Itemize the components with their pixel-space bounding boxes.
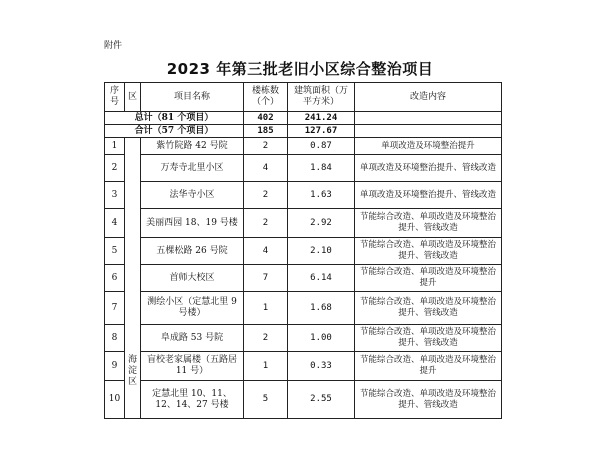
row-seq: 1 bbox=[105, 138, 125, 155]
row-name: 法华寺小区 bbox=[141, 182, 244, 209]
row-content: 节能综合改造、单项改造及环境整治提升、管线改造 bbox=[355, 381, 502, 419]
header-area: 建筑面积（万平方米） bbox=[288, 83, 355, 112]
header-row bbox=[105, 83, 502, 112]
row-seq: 3 bbox=[105, 182, 125, 209]
header-seq: 序号 bbox=[105, 83, 125, 112]
table-row bbox=[105, 182, 502, 209]
total-row bbox=[105, 112, 502, 125]
subtotal-row bbox=[105, 125, 502, 138]
row-seq: 7 bbox=[105, 292, 125, 325]
header-district: 区 bbox=[125, 83, 141, 112]
row-area: 0.87 bbox=[288, 138, 355, 155]
row-name: 首师大校区 bbox=[141, 265, 244, 292]
subtotal-buildings: 185 bbox=[244, 125, 288, 138]
row-seq: 9 bbox=[105, 352, 125, 381]
header-content: 改造内容 bbox=[355, 83, 502, 112]
row-buildings: 2 bbox=[244, 138, 288, 155]
row-content: 单项改造及环境整治提升 bbox=[355, 138, 502, 155]
table-row bbox=[105, 209, 502, 238]
total-label: 总计（81 个项目） bbox=[105, 112, 244, 125]
table-row bbox=[105, 155, 502, 182]
row-name: 定慧北里 10、11、12、14、27 号楼 bbox=[141, 381, 244, 419]
table-row bbox=[105, 265, 502, 292]
row-seq: 6 bbox=[105, 265, 125, 292]
row-area: 1.84 bbox=[288, 155, 355, 182]
row-buildings: 4 bbox=[244, 155, 288, 182]
table-row bbox=[105, 238, 502, 265]
row-seq: 10 bbox=[105, 381, 125, 419]
row-area: 2.10 bbox=[288, 238, 355, 265]
table-row bbox=[105, 138, 502, 155]
header-buildings: 楼栋数（个） bbox=[244, 83, 288, 112]
row-buildings: 4 bbox=[244, 238, 288, 265]
row-name: 万寿寺北里小区 bbox=[141, 155, 244, 182]
row-seq: 8 bbox=[105, 325, 125, 352]
row-name: 美丽西园 18、19 号楼 bbox=[141, 209, 244, 238]
row-area: 2.92 bbox=[288, 209, 355, 238]
district-cell bbox=[125, 138, 141, 419]
table-row bbox=[105, 381, 502, 419]
total-area: 241.24 bbox=[288, 112, 355, 125]
row-content: 节能综合改造、单项改造及环境整治提升、管线改造 bbox=[355, 325, 502, 352]
row-area: 1.63 bbox=[288, 182, 355, 209]
row-area: 1.00 bbox=[288, 325, 355, 352]
row-content: 单项改造及环境整治提升、管线改造 bbox=[355, 182, 502, 209]
header-name: 项目名称 bbox=[141, 83, 244, 112]
table-row bbox=[105, 292, 502, 325]
row-name: 阜成路 53 号院 bbox=[141, 325, 244, 352]
row-name: 测绘小区（定慧北里 9 号楼） bbox=[141, 292, 244, 325]
row-area: 0.33 bbox=[288, 352, 355, 381]
row-content: 节能综合改造、单项改造及环境整治提升 bbox=[355, 352, 502, 381]
row-seq: 5 bbox=[105, 238, 125, 265]
row-area: 2.55 bbox=[288, 381, 355, 419]
row-seq: 4 bbox=[105, 209, 125, 238]
row-content: 节能综合改造、单项改造及环境整治提升、管线改造 bbox=[355, 292, 502, 325]
row-buildings: 1 bbox=[244, 292, 288, 325]
row-area: 6.14 bbox=[288, 265, 355, 292]
district-label: 海淀区 bbox=[127, 355, 137, 387]
total-buildings: 402 bbox=[244, 112, 288, 125]
row-seq: 2 bbox=[105, 155, 125, 182]
table-row bbox=[105, 352, 502, 381]
total-content bbox=[355, 112, 502, 125]
row-name: 五棵松路 26 号院 bbox=[141, 238, 244, 265]
row-buildings: 5 bbox=[244, 381, 288, 419]
row-buildings: 1 bbox=[244, 352, 288, 381]
project-table bbox=[104, 82, 502, 419]
row-buildings: 2 bbox=[244, 209, 288, 238]
table-row bbox=[105, 325, 502, 352]
row-content: 单项改造及环境整治提升、管线改造 bbox=[355, 155, 502, 182]
row-content: 节能综合改造、单项改造及环境整治提升、管线改造 bbox=[355, 209, 502, 238]
row-content: 节能综合改造、单项改造及环境整治提升 bbox=[355, 265, 502, 292]
subtotal-content bbox=[355, 125, 502, 138]
row-buildings: 2 bbox=[244, 182, 288, 209]
subtotal-area: 127.67 bbox=[288, 125, 355, 138]
subtotal-label: 合计（57 个项目） bbox=[105, 125, 244, 138]
document-title: 2023 年第三批老旧小区综合整治项目 bbox=[166, 60, 434, 78]
row-buildings: 2 bbox=[244, 325, 288, 352]
row-content: 节能综合改造、单项改造及环境整治提升、管线改造 bbox=[355, 238, 502, 265]
row-name: 盲校老家属楼（五路居 11 号） bbox=[141, 352, 244, 381]
row-buildings: 7 bbox=[244, 265, 288, 292]
row-name: 紫竹院路 42 号院 bbox=[141, 138, 244, 155]
row-area: 1.68 bbox=[288, 292, 355, 325]
attachment-label: 附件 bbox=[104, 41, 123, 51]
